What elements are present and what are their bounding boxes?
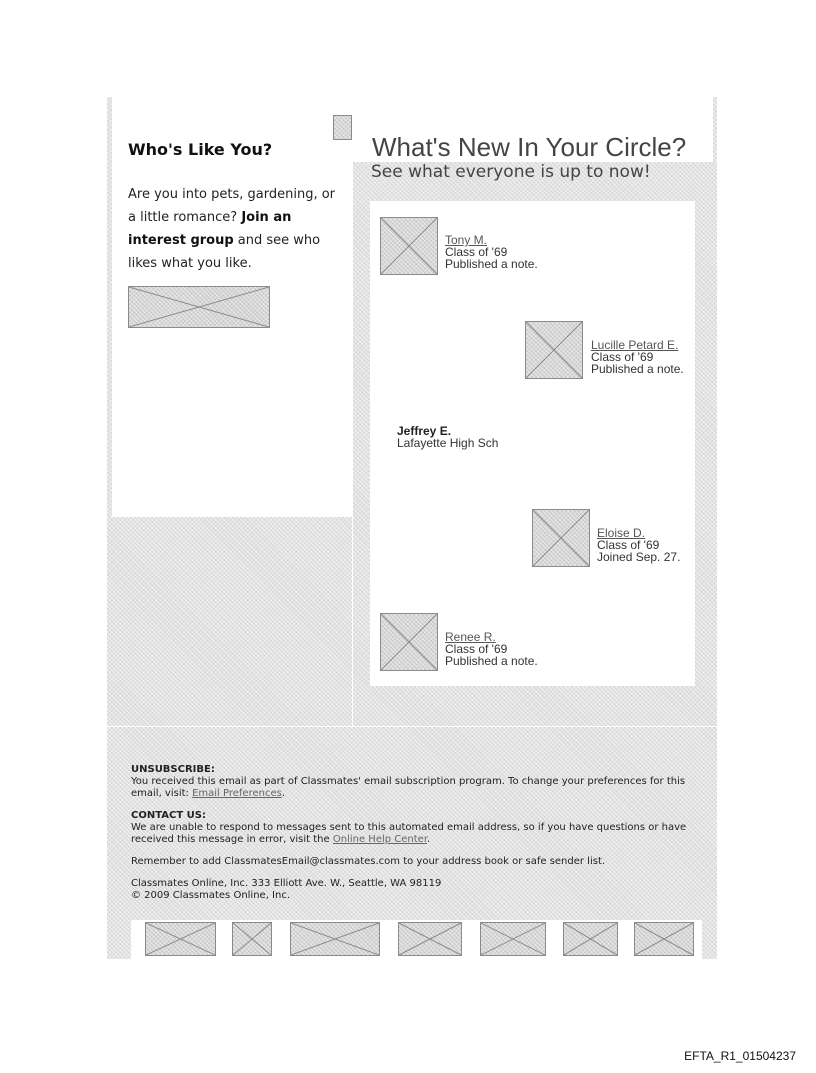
feed-item-renee [445,631,538,667]
avatar-eloise[interactable] [532,509,590,567]
interest-group-image[interactable] [128,286,270,328]
unsubscribe-heading: UNSUBSCRIBE: [131,764,215,775]
contact-text: We are unable to respond to messages sent to this automated email address, so if you have questions or have received this message in error, visit the [131,822,687,845]
company-address: Classmates Online, Inc. 333 Elliott Ave. W., Seattle, WA 98119 [131,878,442,889]
interest-group-text-2: and see who likes what you like. [128,233,321,271]
member-activity: Published a note. [445,257,538,271]
member-activity: Joined Sep. 27. [597,550,681,564]
feed-item-lucille [591,339,684,375]
document-id: EFTA_R1_01504237 [684,1049,796,1063]
feed-item-eloise [597,527,680,563]
member-link-eloise[interactable]: Eloise D. [597,526,646,540]
footer-logo-5[interactable] [480,922,546,956]
unsubscribe-section [131,764,691,800]
member-activity: Published a note. [591,362,684,376]
section-divider [107,726,717,727]
safe-sender-reminder: Remember to add ClassmatesEmail@classmates.com to your address book or safe sender list. [131,856,606,867]
member-school: Lafayette High Sch [397,436,499,450]
circle-subtitle: See what everyone is up to now! [371,162,651,182]
interest-group-text-1: Are you into pets, gardening, or a little romance? [128,187,336,225]
column-divider [352,162,353,726]
footer-logo-2[interactable] [232,922,272,956]
footer-logo-1[interactable] [145,922,216,956]
unsubscribe-end: . [281,788,286,799]
join-interest-group-link[interactable]: Join an interest group [128,210,292,248]
member-class: Class of '69 [597,538,660,552]
frame-edge-right [713,97,717,162]
member-class: Class of '69 [445,245,508,259]
circle-title: What's New In Your Circle? [372,132,687,162]
avatar-tony[interactable] [380,217,438,275]
member-link-lucille[interactable]: Lucille Petard E. [591,338,679,352]
company-info [131,878,691,902]
feed-item-tony [445,234,538,270]
contact-heading: CONTACT US: [131,810,206,821]
footer-logo-6[interactable] [563,922,618,956]
member-link-renee[interactable]: Renee R. [445,630,496,644]
footer-logo-4[interactable] [398,922,462,956]
contact-section [131,810,691,846]
member-link-tony[interactable]: Tony M. [445,233,488,247]
email-footer [131,764,691,902]
copyright: © 2009 Classmates Online, Inc. [131,890,291,901]
member-activity: Published a note. [445,654,538,668]
unsubscribe-text: You received this email as part of Classmates' email subscription program. To change your preferences for this email, visit: [131,776,686,799]
member-name-jeffrey: Jeffrey E. [397,424,452,438]
footer-logo-7[interactable] [634,922,694,956]
avatar-renee[interactable] [380,613,438,671]
avatar-lucille[interactable] [525,321,583,379]
contact-end: . [427,834,431,845]
interest-group-text [128,183,338,275]
online-help-center-link[interactable]: Online Help Center [332,834,428,845]
interest-group-title: Who's Like You? [128,140,273,159]
spacer-image [333,115,352,140]
email-preferences-link[interactable]: Email Preferences [192,788,282,799]
member-class: Class of '69 [445,642,508,656]
member-class: Class of '69 [591,350,654,364]
feed-item-jeffrey [397,425,498,449]
footer-logo-3[interactable] [290,922,380,956]
